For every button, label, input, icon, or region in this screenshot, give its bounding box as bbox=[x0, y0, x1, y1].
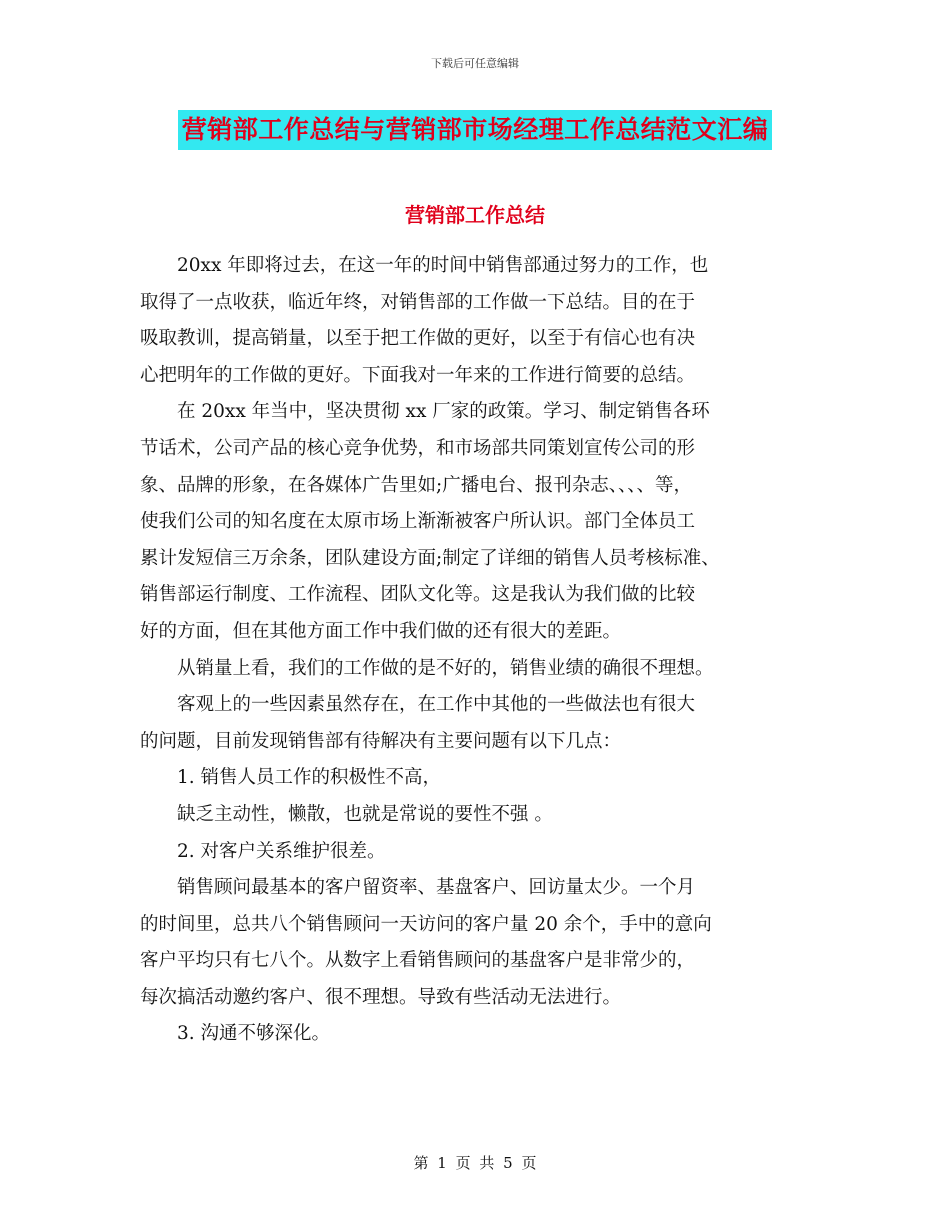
paragraph-line: 使我们公司的知名度在太原市场上渐渐被客户所认识。部门全体员工 bbox=[140, 511, 696, 533]
paragraph-line: 1. 销售人员工作的积极性不高， bbox=[177, 767, 442, 789]
page-header-note: 下载后可任意编辑 bbox=[431, 57, 519, 70]
paragraph-line: 的时间里，总共八个销售顾问一天访问的客户量 20 余个，手中的意向 bbox=[140, 913, 712, 935]
document-title-container bbox=[0, 110, 950, 150]
document-title: 营销部工作总结与营销部市场经理工作总结范文汇编 bbox=[178, 110, 773, 150]
paragraph-line: 象、品牌的形象，在各媒体广告里如;广播电台、报刊杂志、、、、等， bbox=[140, 474, 692, 496]
paragraph-line: 每次搞活动邀约客户、很不理想。导致有些活动无法进行。 bbox=[140, 986, 622, 1008]
paragraph-line: 吸取教训，提高销量，以至于把工作做的更好，以至于有信心也有决 bbox=[140, 328, 696, 350]
paragraph-line: 节话术，公司产品的核心竞争优势，和市场部共同策划宣传公司的形 bbox=[140, 437, 696, 459]
paragraph-line: 销售部运行制度、工作流程、团队文化等。这是我认为我们做的比较 bbox=[140, 584, 696, 606]
paragraph-line: 缺乏主动性，懒散，也就是常说的要性不强 。 bbox=[177, 803, 553, 825]
paragraph-line: 累计发短信三万余条，团队建设方面;制定了详细的销售人员考核标准、 bbox=[140, 547, 720, 569]
paragraph-line: 的问题，目前发现销售部有待解决有主要问题有以下几点： bbox=[140, 730, 622, 752]
paragraph-line: 客户平均只有七八个。从数字上看销售顾问的基盘客户是非常少的， bbox=[140, 950, 696, 972]
page-number: 第 1 页 共 5 页 bbox=[413, 1154, 537, 1172]
paragraph-line: 取得了一点收获，临近年终，对销售部的工作做一下总结。目的在于 bbox=[140, 291, 696, 313]
paragraph-line: 3. 沟通不够深化。 bbox=[177, 1023, 331, 1045]
paragraph-line: 从销量上看，我们的工作做的是不好的，销售业绩的确很不理想。 bbox=[177, 657, 714, 679]
paragraph-line: 在 20xx 年当中，坚决贯彻 xx 厂家的政策。学习、制定销售各环 bbox=[177, 401, 710, 423]
document-body bbox=[140, 248, 820, 1053]
paragraph-line: 心把明年的工作做的更好。下面我对一年来的工作进行简要的总结。 bbox=[140, 364, 696, 386]
paragraph-line: 20xx 年即将过去，在这一年的时间中销售部通过努力的工作，也 bbox=[177, 255, 709, 276]
paragraph-line: 好的方面，但在其他方面工作中我们做的还有很大的差距。 bbox=[140, 620, 622, 642]
section-title: 营销部工作总结 bbox=[405, 203, 545, 227]
paragraph-line: 2. 对客户关系维护很差。 bbox=[177, 840, 386, 862]
paragraph-line: 销售顾问最基本的客户留资率、基盘客户、回访量太少。一个月 bbox=[177, 877, 696, 899]
paragraph-line: 客观上的一些因素虽然存在，在工作中其他的一些做法也有很大 bbox=[177, 694, 696, 716]
